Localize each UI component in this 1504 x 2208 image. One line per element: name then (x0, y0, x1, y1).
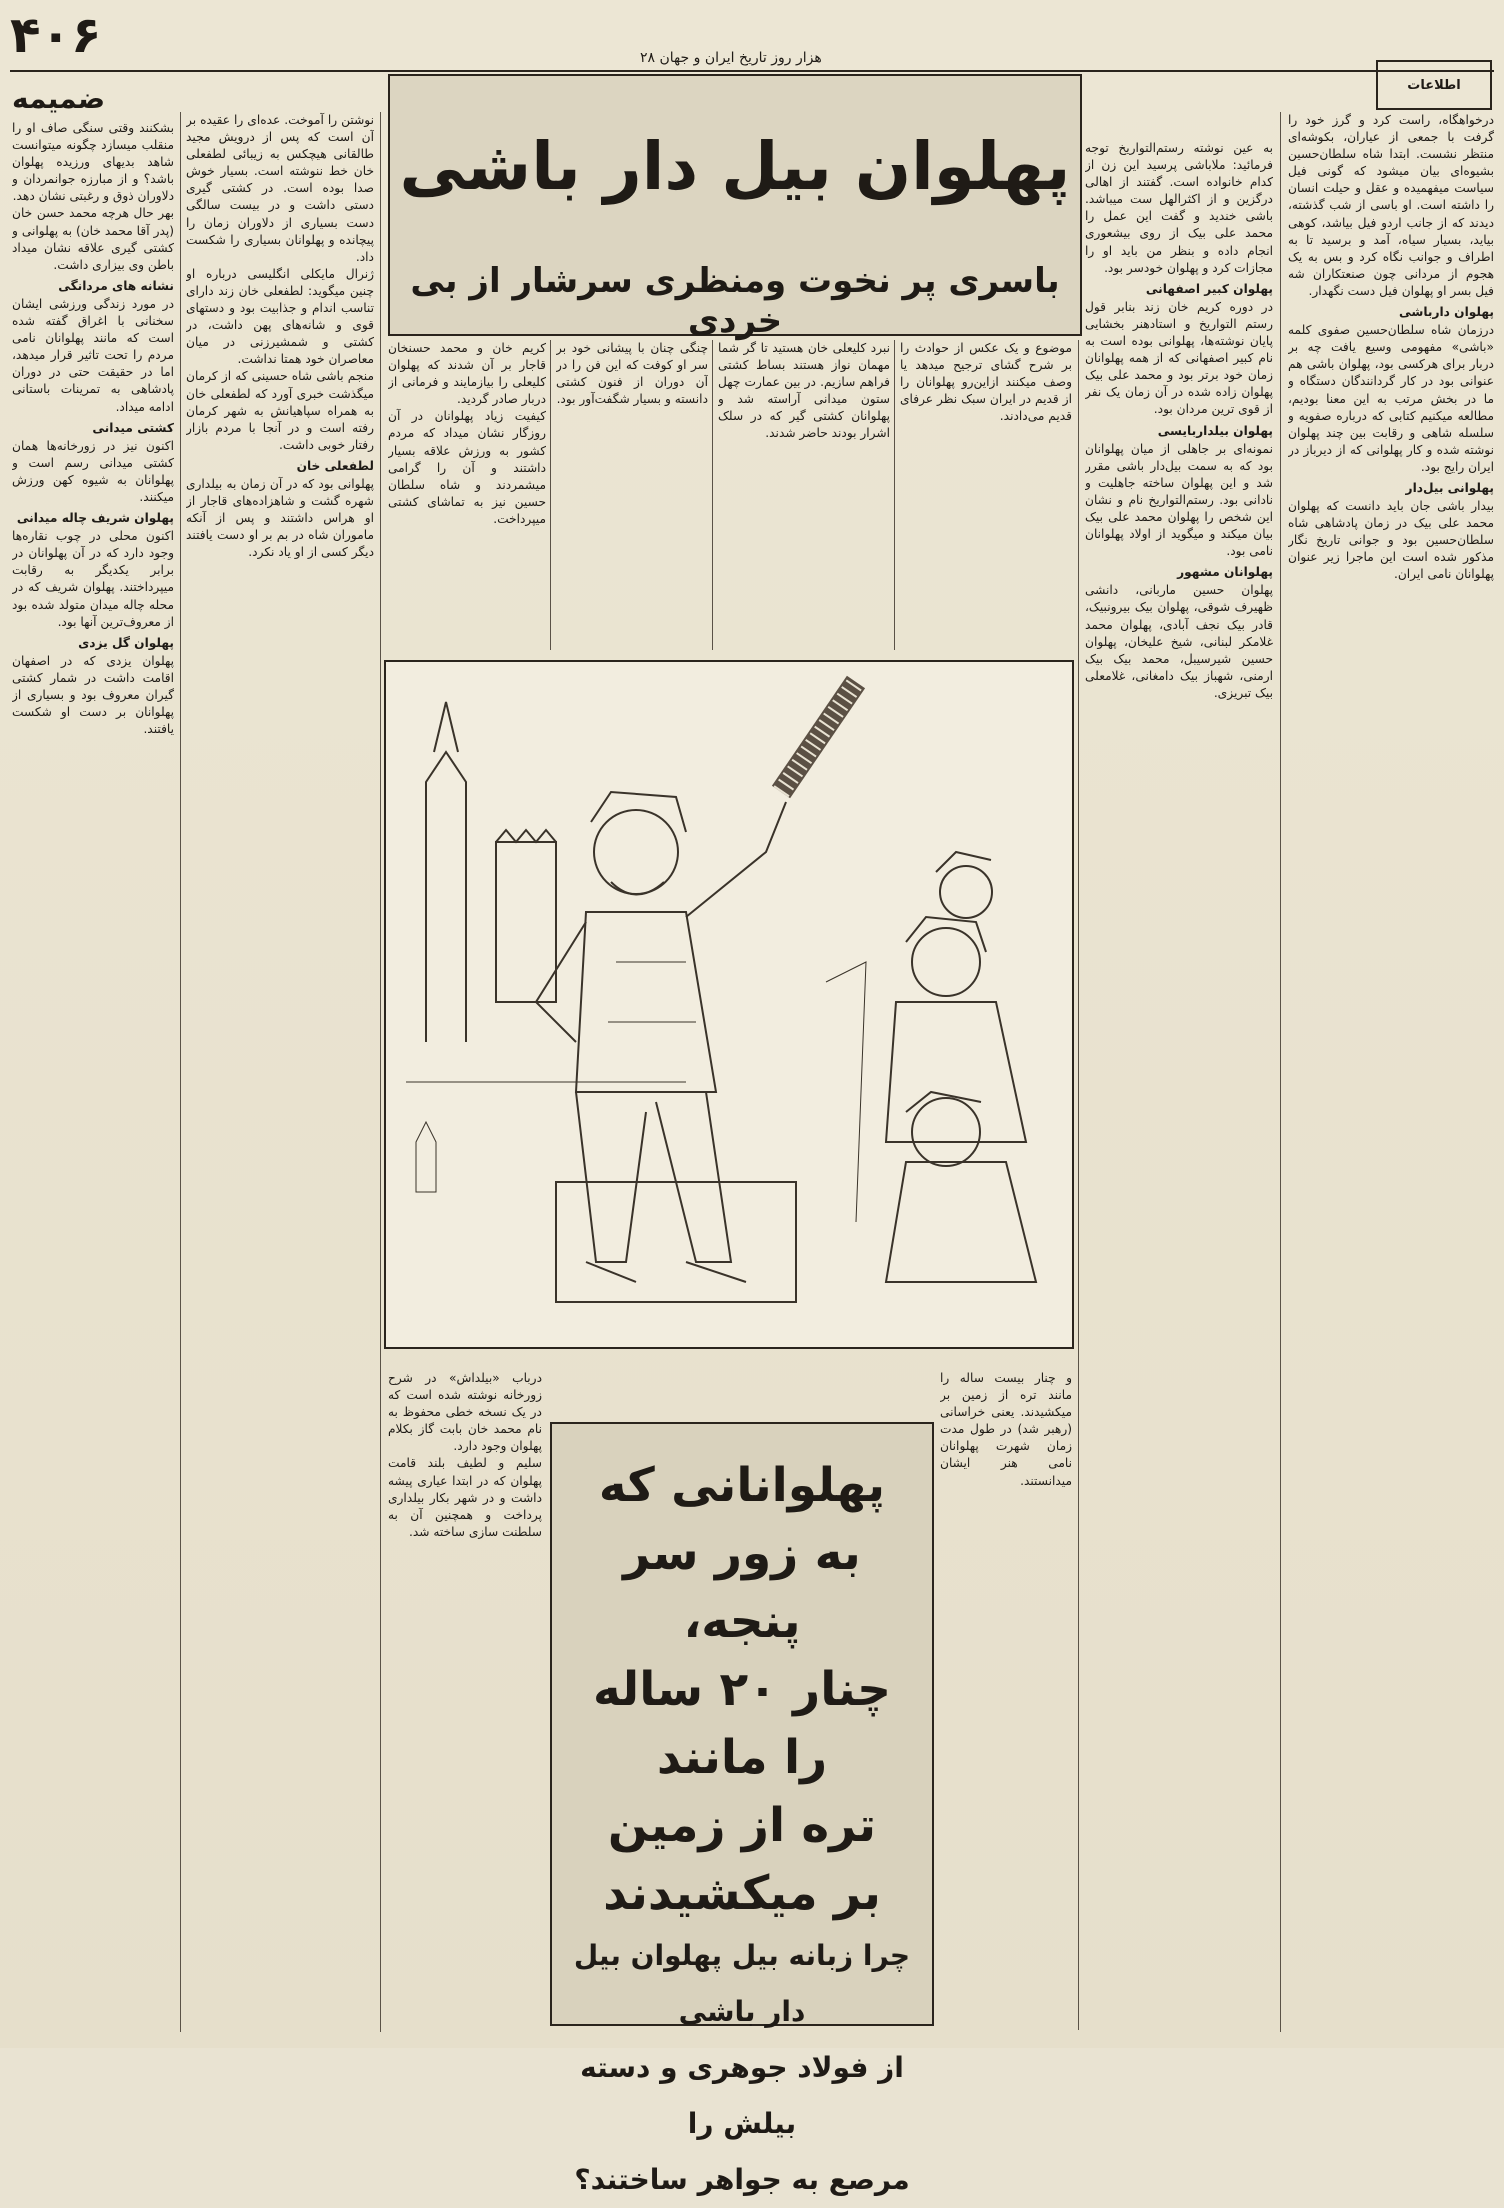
column-divider (180, 112, 181, 2032)
paragraph: چنگی چنان با پیشانی خود بر سر او کوفت که این فن را در آن دوران از فنون کشتی دانسته و بسیار شگفت‌آور بود. (556, 341, 708, 407)
subheading: پهلوان کبیر اصفهانی (1145, 281, 1273, 296)
column-divider (550, 340, 551, 650)
pull-quote-line: مرصع به جواهر ساختند؟ (574, 2163, 910, 2196)
pull-quote-line: چنار ۲۰ ساله را مانند (593, 1662, 891, 1785)
paragraph: ژنرال مایکلی انگلیسی درباره او چنین میگوید: لطفعلی خان زند دارای تناسب اندام و جذابیت بود و دستهای قوی و شانه‌های پهن داشت، در کشتی و شمشیرزنی در میان معاصران خود همتا نداشت. (186, 266, 374, 367)
column-divider (1078, 340, 1079, 2030)
header-rule (10, 70, 1494, 72)
paragraph: کیفیت زیاد پهلوانان در آن روزگار نشان میداد که مردم کشور به ورزش علاقه بسیار داشتند و آن را گرامی میشمردند و شاه سلطان حسین نیز به تماشای کشتی میپرداخت. (388, 409, 546, 526)
pull-quote-line: پهلوانانی که (598, 1458, 886, 1513)
article-subtitle: باسری پر نخوت ومنظری سرشار از بی خردی (410, 261, 1060, 341)
paragraph: پهلوان حسین ماربانی، دانشی ظهیرف شوقی، پهلوان بیک بیرونبیک، قادر بیک نجف آبادی، پهلوان محمد غلامکر لبنانی، شیخ علیخان، پهلوان حسین شیرسیبل، محمد بیک بیک ارمنی، شهباز بیک دامغانی، غلامعلی بیک تبریزی. (1085, 583, 1273, 700)
paragraph: اکنون نیز در زورخانه‌ها همان کشتی میدانی رسم است و پهلوانان به شیوه کهن ورزش میکنند. (12, 438, 174, 504)
text-column-5 (12, 120, 174, 2032)
paragraph: نبرد کلیعلی خان هستید تا گر شما مهمان نواز هستند بساط کشتی فراهم سازیم. در بین عمارت چهل ستون میدانی آراسته شد و پهلوانان کشتی گیر که در سلک اشرار بودند حاضر شدند. (718, 341, 890, 441)
paragraph: کریم خان و محمد حسنخان قاجار بر آن شدند که پهلوان کلیعلی را بیازمایند و فرمانی از دربار صادر گردید. (388, 341, 546, 407)
article-title-box (388, 74, 1082, 341)
paragraph: و چنار بیست ساله را مانند تره از زمین بر میکشیدند. یعنی خراسانی (رهبر شد) در طول مدت زمان شهرت پهلوانان نامی هنر ایشان میدانستند. (940, 1371, 1072, 1488)
paragraph: درزمان شاه سلطان‌حسین صفوی کلمه «باشی» مفهومی وسیع یافت چه بر دربار برای هرکسی بود، پهلوان باشی هم عنوانی بود در کار گردانندگان دستگاه و ما در بخش مرتب به این معنا بودیم، مطالعه میکنیم کتابی که درباره صفویه و سلسله شاهی و رقابت بین چند پهلوان نوشته شده و کار پهلوانی که از دیرباز در ایران رایج بود. (1288, 323, 1494, 474)
paragraph: بشکنند وقتی سنگی صاف او را منقلب میسازد چگونه میتوانست شاهد بدیهای ورزیده پهلوان باشد؟ و از مبارزه جوانمردان و دلاوران ذوق و رغبتی نشان دهد. (12, 121, 174, 204)
column-divider (1280, 112, 1281, 2032)
column-divider (894, 340, 895, 650)
subheading: نشانه های مردانگی (58, 278, 174, 293)
subheading: پهلوان دارباشی (1399, 305, 1494, 320)
paragraph: در دوره کریم خان زند بنابر قول رستم التواریخ و استادهنر بخشایی پایان نوشته‌ها، پهلوانی بوده است به نام کبیر اصفهانی که از همه پهلوانان زمان خود برتر بود و محمد علی بیک پهلوان زاده شده در آن زمان یک نفر از قوی ترین مردان بود. (1085, 299, 1273, 417)
newspaper-logo: اطلاعات (1376, 60, 1492, 110)
paragraph: نوشتن را آموخت. عده‌ای را عقیده بر آن است که پس از درویش مجید طالقانی هیچکس به زیبائی لطفعلی خان خط ننوشته است. بسیار خوش صدا بوده است. در کشتی گیری دستی داشت و در بیست سالگی دست بسیاری از دلاوران زمان را پیچانده و پهلوانان بسیاری را شکست داد. (186, 113, 374, 264)
pull-quote-line: به زور سر پنجه، (623, 1526, 861, 1649)
subheading: پهلوانی بیل‌دار (1405, 480, 1494, 495)
paragraph: سلیم و لطیف بلند قامت پهلوان که در ابتدا عیاری پیشه داشت و در شهر بکار بیلداری پرداخت و همچنین آن به سلطنت سازی ساخته شد. (388, 1456, 542, 1539)
illustration-drawing (386, 662, 1072, 1347)
paragraph: به عین نوشته رستم‌التواریخ توجه فرمائید: ملاباشی پرسید این زن از کدام خانواده است. گفتند از اهالی درگزین و از اکثرالهل ست میباشد. باشی خندید و گفت این عمل را محمد علی بیک از روی بیشعوری انجام داده و بنظر من باید او را مجازات کرد و پهلوان خودسر بود. (1085, 141, 1273, 275)
paragraph: پهلوانی بود که در آن زمان به بیلداری شهره گشت و شاهزاده‌های قاجار از او هراس داشتند و پس از آنکه ماموران شاه در بم بر او دست یافتند دیگر کسی از او یاد نکرد. (186, 476, 374, 560)
paragraph: درخواهگاه، راست کرد و گرز خود را گرفت با جمعی از عیاران، بکوشه‌ای منتظر نشست. ابتدا شاه سلطان‌حسین بشیوه‌ای بیان میشود که گونی فیل سیاست میفهمیده و عقل و حیلت انسان را داشته است. او باسی از شب گذشته، دیدند که از جانب اردو فیل بیاشد، کوهی بیاید، بسیار سیاه، آمد و برسید تا به اطراف و جوانب نگاه کرد و بس به یک هجوم از مردانی چون صنعتکاران شه فیل بسر او پهلوان فیل دست نگهدار. (1288, 113, 1494, 298)
paragraph: نمونه‌ای بر جاهلی از میان پهلوانان بود که به سمت بیل‌دار باشی مقرر شد و این پهلوان ساخته جاهلیت و نادانی بود. رستم‌التواریخ نام و نشان این شخص را پهلوان محمد علی بیک بیان میکند و میگوید از اولاد پهلوانان نامی بود. (1085, 441, 1273, 559)
supplement-label: ضمیمه (12, 82, 106, 115)
paragraph: پهلوان یزدی که در اصفهان اقامت داشت در شمار کشتی گیران معروف بود و بسیاری از پهلوانان بر دست او شکست یافتند. (12, 653, 174, 737)
text-column-6 (940, 1370, 1072, 2032)
paragraph: بیدار باشی جان باید دانست که پهلوان محمد علی بیک در زمان پادشاهی شاه سلطان‌حسین بود و جوانی تاریخ نگار مذکور شده است این ماجرا زیر عنوان پهلوانان نامی ایران. (1288, 499, 1494, 582)
text-column-3a (900, 340, 1072, 652)
column-divider (380, 112, 381, 2032)
running-title: ۲۸ هزار روز تاریخ ایران و جهان (640, 50, 822, 66)
subheading: کشتی میدانی (92, 420, 174, 435)
article-title: پهلوان بیل دار باشی (399, 128, 1071, 205)
paragraph: بهر حال هرچه محمد حسن خان (پدر آقا محمد خان) به پهلوانی و کشتی گیری علاقه نشان میداد باطن وی بیزاری داشت. (12, 206, 174, 272)
text-column-3b (718, 340, 890, 652)
subheading: پهلوان گل یزدی (78, 635, 174, 650)
text-column-1 (1288, 112, 1494, 2032)
text-column-4 (186, 112, 374, 2032)
pull-quote-box (550, 1422, 934, 2196)
text-column-2 (1085, 140, 1273, 1360)
subheading: لطفعلی خان (296, 458, 374, 473)
page-number: ۴۰۶ (10, 6, 102, 64)
pull-quote-line: بر میکشیدند (603, 1866, 881, 1921)
pull-quote-text (568, 1452, 916, 2208)
pull-quote-line: از فولاد جوهری و دسته بیلش را (580, 2051, 904, 2140)
paragraph: منجم باشی شاه حسینی که از کرمان میگذشت خبری آورد که لطفعلی خان به همراه سپاهیانش به شهر کرمان رفته است و در آنجا با مردم بازار رفتار خوبی داشت. (186, 369, 374, 452)
subheading: پهلوان بیلداربایسی (1157, 423, 1273, 438)
text-column-7 (388, 1370, 542, 2032)
paragraph: موضوع و یک عکس از حوادث را بر شرح گشای ترجیح میدهد یا وصف میکنند ازاین‌رو پهلوانان را از قدیم در ایران سبک نظر عرفای قدیم می‌دادند. (900, 341, 1072, 424)
subheading: پهلوانان مشهور (1177, 565, 1273, 580)
pull-quote-line: تره از زمین (607, 1798, 877, 1853)
wrestler-illustration (384, 660, 1074, 1349)
text-column-3d (388, 340, 546, 652)
paragraph: اکنون محلی در چوب نقاره‌ها وجود دارد که در آن پهلوانان در برابر یکدیگر به رقابت میپرداختند. پهلوان شریف که در محله چاله میدان متولد شده بود از معروف‌ترین آنها بود. (12, 529, 174, 629)
paragraph: درباب «بیلداش» در شرح زورخانه نوشته شده است که در یک نسخه خطی محفوظ به نام محمد خان بابت گاز بکلام پهلوان وجود دارد. (388, 1371, 542, 1454)
column-divider (712, 340, 713, 650)
text-column-3c (556, 340, 708, 652)
paragraph: در مورد زندگی ورزشی ایشان سخنانی با اغراق گفته شده است که مانند پهلوانان نامی مردم را تحت تاثیر قرار میدهد، اما در حقیقت حتی در دوران پادشاهی به تمرینات باستانی ادامه میداد. (12, 296, 174, 414)
pull-quote-line: چرا زبانه بیل پهلوان بیل دار باشی (573, 1939, 911, 2028)
subheading: پهلوان شریف چاله میدانی (16, 511, 174, 526)
